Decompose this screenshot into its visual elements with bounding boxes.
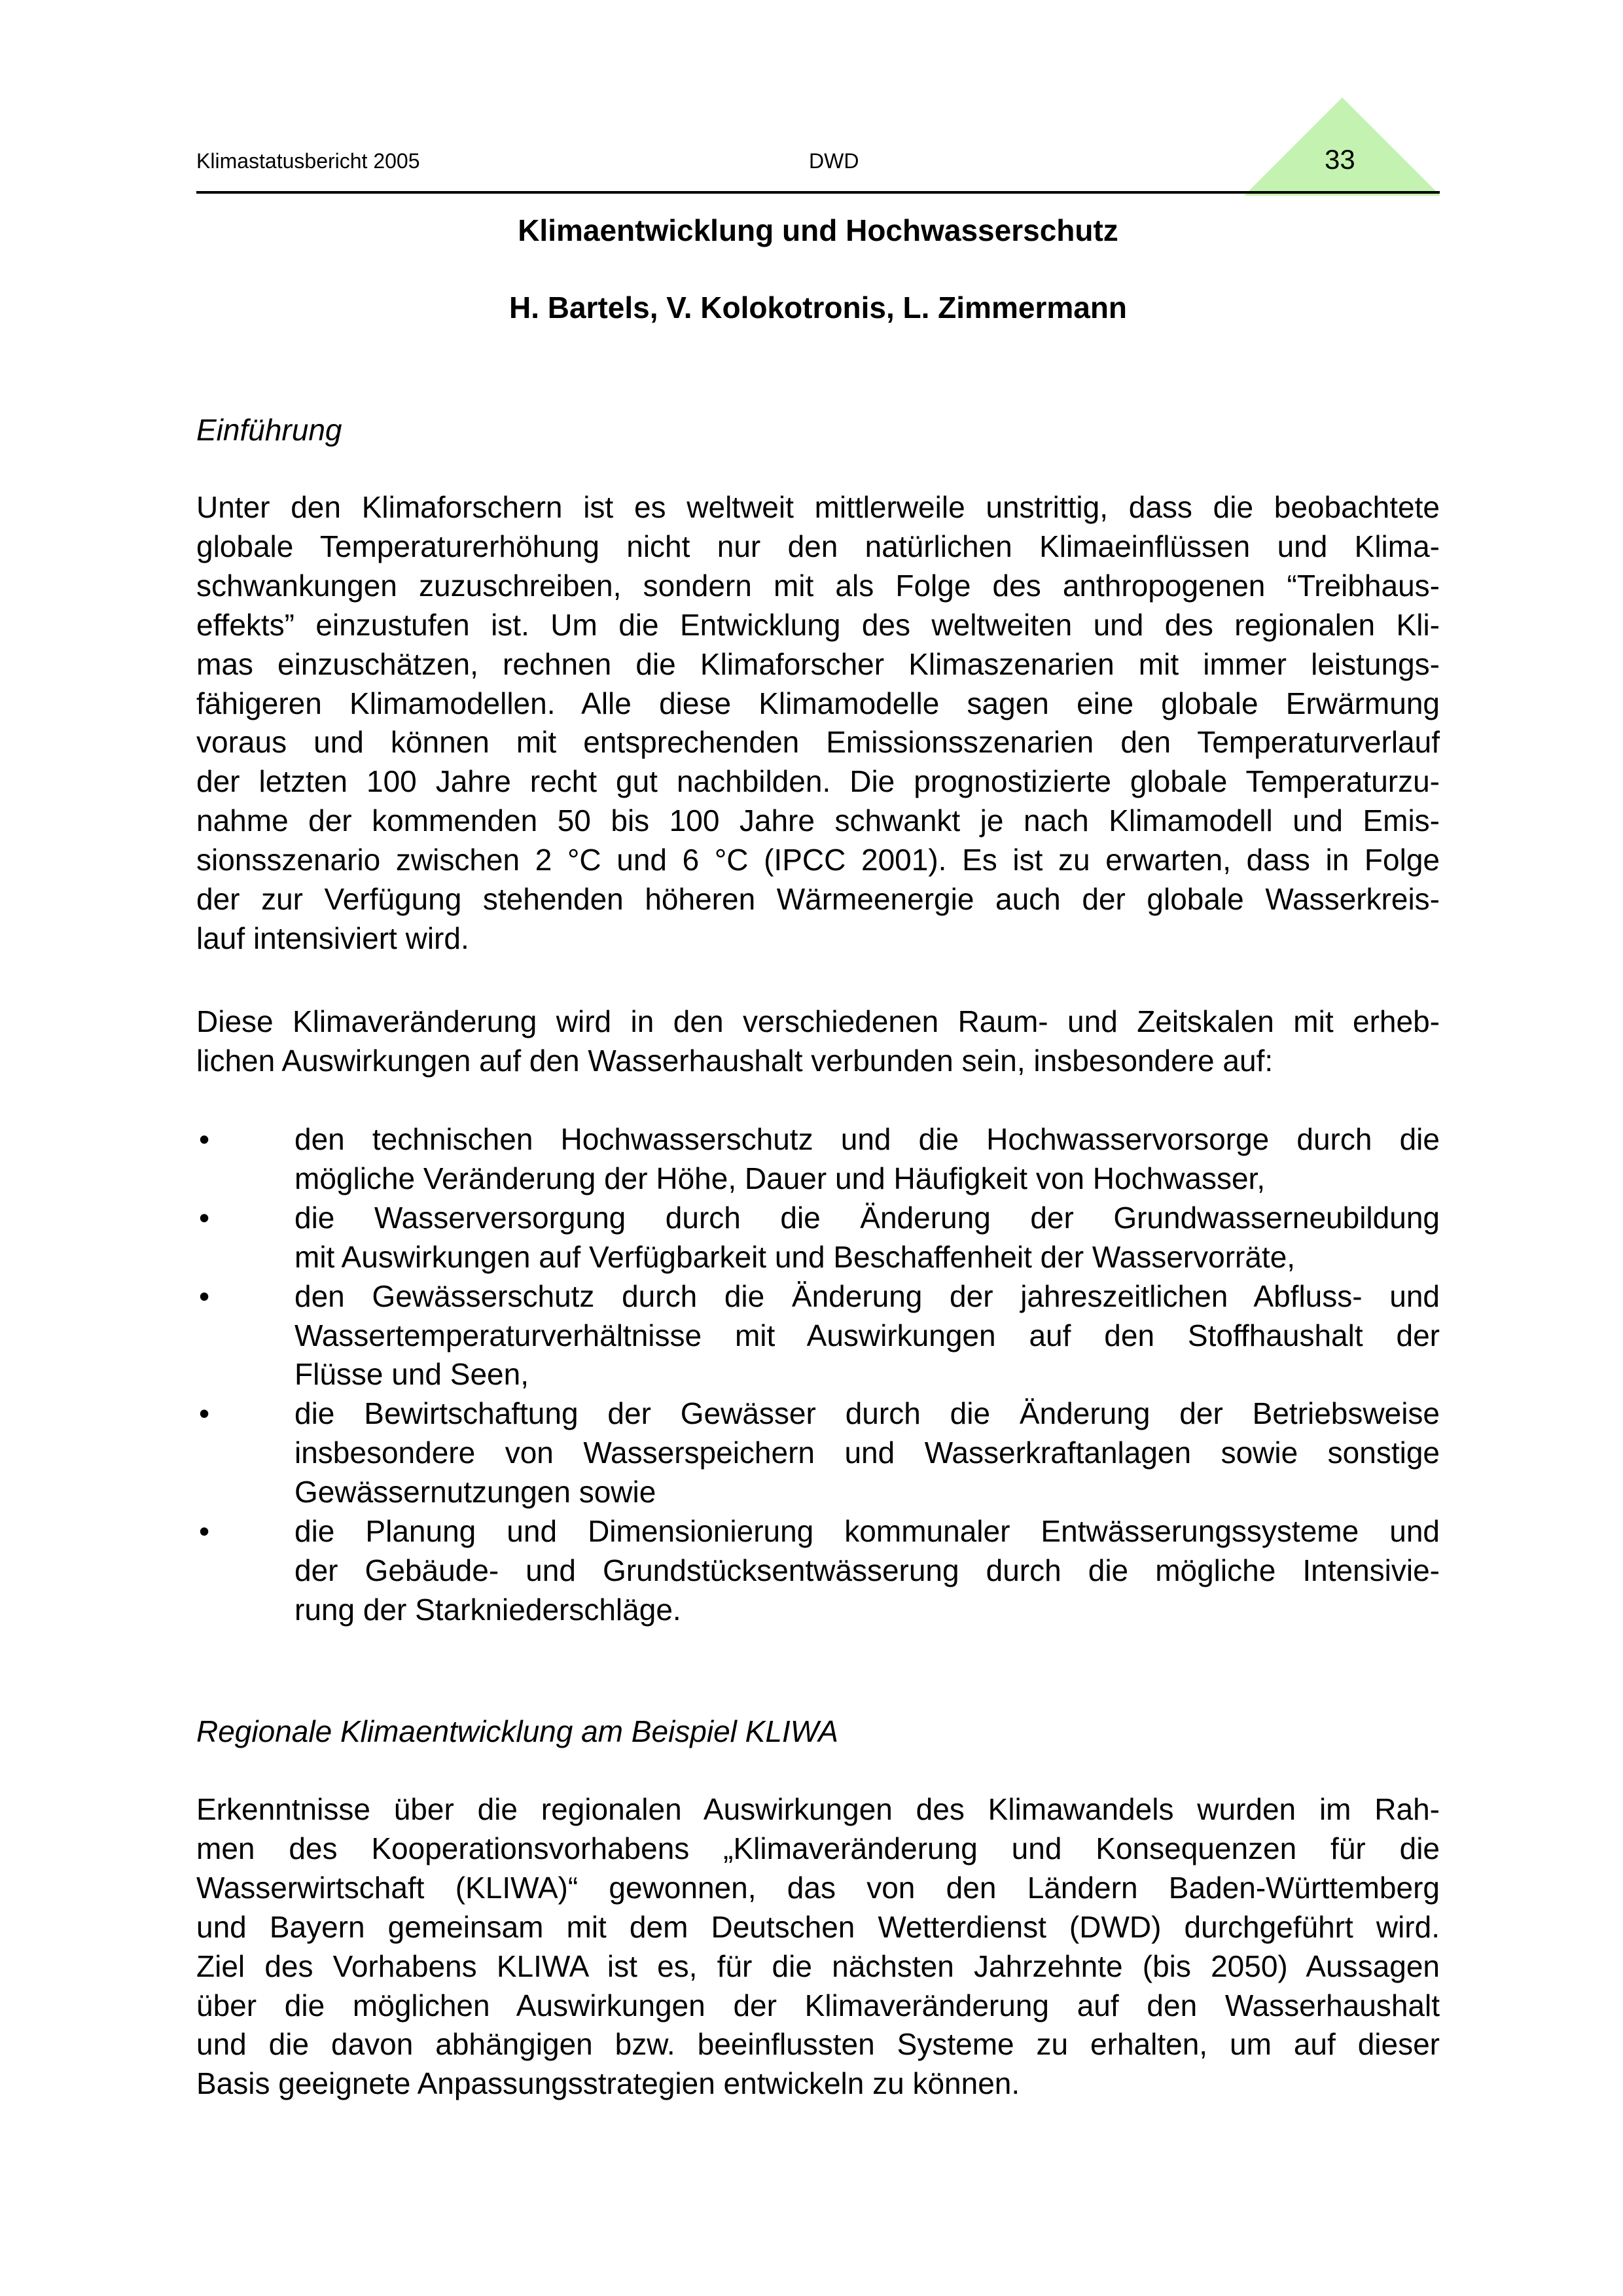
header-rule (196, 191, 1440, 194)
article-authors: H. Bartels, V. Kolokotronis, L. Zimmermann (508, 291, 1128, 325)
list-item (196, 1120, 1440, 1199)
section-heading-introduction: Einführung (196, 413, 342, 447)
intro-paragraph-2 (196, 1002, 1440, 1081)
text-line: der zur Verfügung stehenden höheren Wärmeenergie auch der globale Wasserkreis- (196, 882, 1440, 917)
bullet-icon: • (199, 1514, 210, 1549)
text-line: insbesondere von Wasserspeichern und Wasserkraftanlagen sowie sonstige (294, 1436, 1440, 1470)
report-name: Klimastatusbericht 2005 (196, 149, 420, 173)
list-item (196, 1512, 1440, 1630)
list-item (196, 1394, 1440, 1512)
text-line: Diese Klimaveränderung wird in den verschiedenen Raum- und Zeitskalen mit erheb- (196, 1004, 1440, 1038)
text-line: lauf intensiviert wird. (196, 921, 469, 955)
text-line: über die möglichen Auswirkungen der Klimaveränderung auf den Wasserhaushalt (196, 1988, 1440, 2022)
impact-bullet-list (196, 1120, 1440, 1630)
text-line: Erkenntnisse über die regionalen Auswirkungen des Klimawandels wurden im Rah- (196, 1792, 1440, 1826)
text-line: men des Kooperationsvorhabens „Klimaveränderung und Konsequenzen für die (196, 1831, 1440, 1865)
text-line: der Gebäude- und Grundstücksentwässerung durch die mögliche Intensivie- (294, 1553, 1440, 1587)
text-line: mas einzuschätzen, rechnen die Klimaforscher Klimaszenarien mit immer leistungs- (196, 646, 1440, 681)
bullet-icon: • (199, 1279, 210, 1313)
text-line: nahme der kommenden 50 bis 100 Jahre schwankt je nach Klimamodell und Emis- (196, 804, 1440, 838)
text-line: Wassertemperaturverhältnisse mit Auswirkungen auf den Stoffhaushalt der (294, 1318, 1440, 1352)
text-line: voraus und können mit entsprechenden Emissionsszenarien den Temperaturverlauf (196, 725, 1440, 760)
text-line: mit Auswirkungen auf Verfügbarkeit und Beschaffenheit der Wasservorräte, (294, 1239, 1296, 1274)
text-line: mögliche Veränderung der Höhe, Dauer und Häufigkeit von Hochwasser, (294, 1161, 1266, 1195)
text-line: fähigeren Klimamodellen. Alle diese Klimamodelle sagen eine globale Erwärmung (196, 686, 1440, 720)
text-line: Wasserwirtschaft (KLIWA)“ gewonnen, das von den Ländern Baden-Württemberg (196, 1870, 1440, 1905)
kliwa-paragraph-1 (196, 1790, 1440, 2104)
text-line: rung der Starkniederschläge. (294, 1592, 681, 1627)
page-header (196, 141, 1440, 181)
bullet-icon: • (199, 1122, 210, 1156)
text-line: Unter den Klimaforschern ist es weltweit mittlerweile unstrittig, dass die beobachtete (196, 490, 1440, 524)
bullet-icon: • (199, 1200, 210, 1235)
page-number: 33 (1325, 144, 1355, 175)
text-line: die Bewirtschaftung der Gewässer durch die Änderung der Betriebsweise (294, 1396, 1440, 1431)
text-line: der letzten 100 Jahre recht gut nachbilden. Die prognostizierte globale Temperaturzu- (196, 764, 1440, 799)
text-line: Ziel des Vorhabens KLIWA ist es, für die nächsten Jahrzehnte (bis 2050) Aussagen (196, 1949, 1440, 1983)
article-title: Klimaentwicklung und Hochwasserschutz (518, 213, 1118, 247)
list-item (196, 1199, 1440, 1277)
text-line: und Bayern gemeinsam mit dem Deutschen Wetterdienst (DWD) durchgeführt wird. (196, 1909, 1440, 1944)
list-item (196, 1277, 1440, 1395)
text-line: die Wasserversorgung durch die Änderung der Grundwasserneubildung (294, 1200, 1440, 1235)
text-line: effekts” einzustufen ist. Um die Entwicklung des weltweiten und des regionalen Kli- (196, 607, 1440, 642)
text-line: lichen Auswirkungen auf den Wasserhaushalt verbunden sein, insbesondere auf: (196, 1043, 1274, 1078)
bullet-icon: • (199, 1396, 210, 1431)
text-line: schwankungen zuzuschreiben, sondern mit als Folge des anthropogenen “Treibhaus- (196, 568, 1440, 603)
text-line: Flüsse und Seen, (294, 1357, 529, 1392)
text-line: globale Temperaturerhöhung nicht nur den natürlichen Klimaeinflüssen und Klima- (196, 529, 1440, 563)
publisher-name: DWD (809, 149, 859, 173)
text-line: Gewässernutzungen sowie (294, 1475, 656, 1510)
text-line: den technischen Hochwasserschutz und die Hochwasservorsorge durch die (294, 1122, 1440, 1156)
text-line: sionsszenario zwischen 2 °C und 6 °C (IPCC 2001). Es ist zu erwarten, dass in Folge (196, 843, 1440, 877)
intro-paragraph-1 (196, 488, 1440, 959)
text-line: die Planung und Dimensionierung kommunaler Entwässerungssysteme und (294, 1514, 1440, 1549)
text-line: Basis geeignete Anpassungsstrategien entwickeln zu können. (196, 2066, 1020, 2101)
section-heading-kliwa: Regionale Klimaentwicklung am Beispiel KLIWA (196, 1714, 838, 1748)
text-line: den Gewässerschutz durch die Änderung der jahreszeitlichen Abfluss- und (294, 1279, 1440, 1313)
text-line: und die davon abhängigen bzw. beeinflussten Systeme zu erhalten, um auf dieser (196, 2027, 1440, 2062)
